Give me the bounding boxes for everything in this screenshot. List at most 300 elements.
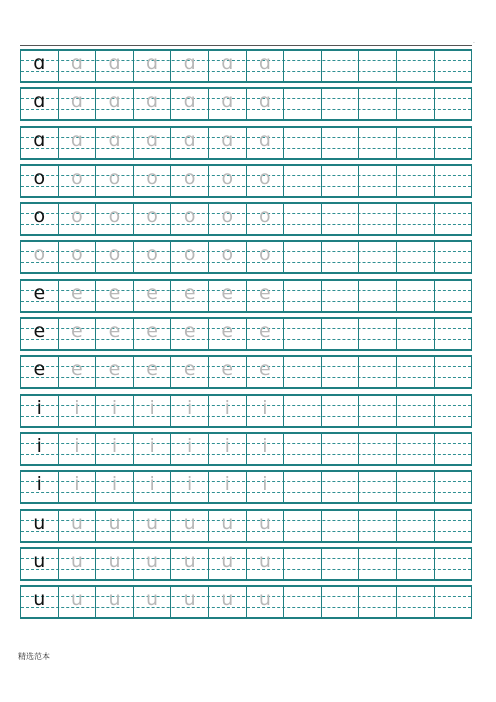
trace-letter: ɑ <box>183 128 196 151</box>
model-letter: u <box>33 549 46 572</box>
trace-letter: e <box>71 320 83 343</box>
trace-cell <box>209 319 247 349</box>
trace-letter: ɑ <box>258 52 271 74</box>
blank-practice-cell <box>322 51 360 81</box>
trace-cell <box>171 128 209 158</box>
writing-row <box>20 547 472 581</box>
trace-letter: o <box>71 205 83 228</box>
blank-practice-cell <box>397 396 435 426</box>
blank-practice-cell <box>397 357 435 387</box>
blank-practice-cell <box>359 396 397 426</box>
blank-practice-cell <box>435 242 471 272</box>
blank-practice-cell <box>397 89 435 119</box>
trace-letter: ɑ <box>221 52 234 74</box>
trace-cell <box>134 281 172 311</box>
blank-practice-cell <box>284 357 322 387</box>
model-cell <box>21 166 59 196</box>
trace-letter: o <box>108 166 121 189</box>
trace-letter: u <box>221 511 234 534</box>
blank-practice-cell <box>359 434 397 464</box>
trace-letter: i <box>262 473 268 496</box>
model-letter: i <box>36 434 42 457</box>
trace-cell <box>134 434 172 464</box>
writing-row <box>20 126 472 160</box>
blank-practice-cell <box>397 204 435 234</box>
trace-cell <box>134 51 172 81</box>
writing-row <box>20 585 472 619</box>
blank-practice-cell <box>322 396 360 426</box>
footer-text: 精选范本 <box>18 652 50 661</box>
blank-practice-cell <box>397 434 435 464</box>
blank-practice-cell <box>359 511 397 541</box>
trace-cell <box>209 472 247 502</box>
blank-practice-cell <box>435 549 471 579</box>
blank-practice-cell <box>322 204 360 234</box>
blank-practice-cell <box>397 549 435 579</box>
model-letter: e <box>33 320 46 343</box>
trace-letter: ɑ <box>70 128 83 151</box>
model-cell <box>21 396 59 426</box>
trace-letter: e <box>71 281 83 304</box>
model-letter: o <box>33 205 46 228</box>
blank-practice-cell <box>284 51 322 81</box>
trace-letter: u <box>70 588 83 611</box>
trace-letter: i <box>111 434 118 457</box>
trace-letter: o <box>71 166 83 189</box>
blank-practice-cell <box>284 396 322 426</box>
model-letter: u <box>33 588 46 611</box>
trace-cell <box>171 89 209 119</box>
trace-letter: ɑ <box>258 128 271 151</box>
trace-letter: ɑ <box>108 90 121 113</box>
trace-cell <box>134 319 172 349</box>
blank-practice-cell <box>397 587 435 617</box>
trace-cell <box>209 242 247 272</box>
blank-practice-cell <box>284 128 322 158</box>
trace-letter: o <box>183 205 196 228</box>
trace-cell <box>134 89 172 119</box>
blank-practice-cell <box>359 242 397 272</box>
trace-letter: o <box>183 243 196 266</box>
trace-letter: o <box>183 166 196 189</box>
trace-cell <box>171 511 209 541</box>
blank-practice-cell <box>435 166 471 196</box>
trace-letter: i <box>149 396 155 419</box>
blank-practice-cell <box>397 281 435 311</box>
blank-practice-cell <box>435 472 471 502</box>
trace-letter: e <box>259 320 271 343</box>
blank-practice-cell <box>435 128 471 158</box>
blank-practice-cell <box>322 434 360 464</box>
blank-practice-cell <box>359 204 397 234</box>
trace-cell <box>209 434 247 464</box>
trace-letter: e <box>146 320 158 343</box>
trace-letter: e <box>221 320 234 343</box>
trace-letter: e <box>259 358 271 381</box>
trace-letter: ɑ <box>183 90 196 113</box>
writing-row <box>20 470 472 504</box>
trace-cell <box>171 51 209 81</box>
trace-cell <box>134 128 172 158</box>
trace-letter: u <box>221 588 234 611</box>
trace-letter: u <box>70 511 83 534</box>
trace-letter: i <box>224 473 230 496</box>
model-cell <box>21 587 59 617</box>
trace-letter: u <box>258 511 271 534</box>
blank-practice-cell <box>284 434 322 464</box>
blank-practice-cell <box>435 396 471 426</box>
blank-practice-cell <box>322 472 360 502</box>
trace-cell <box>171 166 209 196</box>
trace-cell <box>171 242 209 272</box>
trace-cell <box>209 51 247 81</box>
trace-letter: o <box>221 166 234 189</box>
trace-letter: ɑ <box>221 128 234 151</box>
trace-cell <box>209 396 247 426</box>
model-cell <box>21 434 59 464</box>
trace-cell <box>209 549 247 579</box>
blank-practice-cell <box>359 319 397 349</box>
trace-cell <box>96 511 134 541</box>
blank-practice-cell <box>359 89 397 119</box>
trace-letter: i <box>262 396 268 419</box>
trace-cell <box>59 396 97 426</box>
trace-letter: o <box>259 243 271 266</box>
trace-cell <box>96 51 134 81</box>
trace-cell <box>247 204 285 234</box>
writing-row <box>20 432 472 466</box>
blank-practice-cell <box>359 51 397 81</box>
trace-letter: i <box>224 434 230 457</box>
trace-letter: ɑ <box>108 128 121 151</box>
trace-letter: i <box>74 396 80 419</box>
trace-letter: u <box>183 549 196 572</box>
trace-cell <box>247 434 285 464</box>
trace-letter: e <box>108 320 121 343</box>
trace-letter: ɑ <box>183 52 196 74</box>
trace-cell <box>59 587 97 617</box>
trace-cell <box>134 587 172 617</box>
model-cell <box>21 281 59 311</box>
blank-practice-cell <box>322 89 360 119</box>
trace-letter: ɑ <box>70 90 83 113</box>
blank-practice-cell <box>284 511 322 541</box>
trace-letter: e <box>221 281 234 304</box>
writing-row <box>20 49 472 83</box>
trace-cell <box>134 549 172 579</box>
trace-cell <box>59 51 97 81</box>
blank-practice-cell <box>435 51 471 81</box>
trace-cell <box>209 89 247 119</box>
blank-practice-cell <box>322 511 360 541</box>
trace-letter: i <box>224 396 230 419</box>
trace-cell <box>247 281 285 311</box>
trace-cell <box>59 89 97 119</box>
blank-practice-cell <box>359 587 397 617</box>
blank-practice-cell <box>397 166 435 196</box>
trace-cell <box>134 357 172 387</box>
trace-cell <box>209 166 247 196</box>
trace-letter: e <box>146 358 158 381</box>
trace-letter: u <box>70 549 83 572</box>
blank-practice-cell <box>284 89 322 119</box>
trace-letter: ɑ <box>146 128 159 151</box>
trace-letter: o <box>108 243 121 266</box>
blank-practice-cell <box>284 242 322 272</box>
trace-letter: o <box>221 205 234 228</box>
blank-practice-cell <box>397 472 435 502</box>
trace-cell <box>209 511 247 541</box>
trace-cell <box>247 51 285 81</box>
trace-cell <box>171 281 209 311</box>
trace-cell <box>171 549 209 579</box>
blank-practice-cell <box>435 587 471 617</box>
model-cell <box>21 472 59 502</box>
blank-practice-cell <box>397 128 435 158</box>
trace-cell <box>96 166 134 196</box>
writing-row <box>20 355 472 389</box>
trace-cell <box>96 204 134 234</box>
trace-cell <box>96 242 134 272</box>
blank-practice-cell <box>435 357 471 387</box>
trace-cell <box>171 204 209 234</box>
trace-cell <box>209 281 247 311</box>
trace-cell <box>134 166 172 196</box>
trace-letter: u <box>146 588 159 611</box>
trace-cell <box>247 319 285 349</box>
trace-cell <box>59 128 97 158</box>
trace-cell <box>247 128 285 158</box>
blank-practice-cell <box>322 357 360 387</box>
blank-practice-cell <box>397 51 435 81</box>
model-letter: o <box>33 166 46 189</box>
trace-cell <box>171 472 209 502</box>
model-cell <box>21 204 59 234</box>
trace-cell <box>96 319 134 349</box>
trace-letter: o <box>146 205 158 228</box>
trace-cell <box>247 357 285 387</box>
trace-cell <box>96 281 134 311</box>
trace-letter: o <box>108 205 121 228</box>
model-cell <box>21 242 59 272</box>
trace-cell <box>59 472 97 502</box>
model-letter: o <box>33 243 46 266</box>
trace-cell <box>209 204 247 234</box>
model-cell <box>21 357 59 387</box>
trace-letter: i <box>187 473 193 496</box>
writing-row <box>20 279 472 313</box>
trace-letter: i <box>74 473 80 496</box>
trace-letter: i <box>187 434 193 457</box>
trace-letter: e <box>183 320 196 343</box>
trace-letter: i <box>111 473 118 496</box>
writing-row <box>20 394 472 428</box>
trace-cell <box>134 396 172 426</box>
trace-letter: o <box>259 166 271 189</box>
trace-letter: ɑ <box>146 52 159 74</box>
trace-letter: u <box>146 511 159 534</box>
trace-cell <box>96 357 134 387</box>
corner-mark: . <box>473 38 475 45</box>
trace-cell <box>247 587 285 617</box>
trace-cell <box>96 587 134 617</box>
blank-practice-cell <box>397 242 435 272</box>
trace-cell <box>171 319 209 349</box>
blank-practice-cell <box>435 204 471 234</box>
trace-cell <box>209 587 247 617</box>
trace-letter: e <box>71 358 83 381</box>
model-cell <box>21 511 59 541</box>
trace-cell <box>134 242 172 272</box>
trace-letter: i <box>149 473 155 496</box>
model-cell <box>21 319 59 349</box>
trace-letter: i <box>111 396 118 419</box>
trace-letter: o <box>221 243 234 266</box>
trace-letter: e <box>146 281 158 304</box>
blank-practice-cell <box>284 204 322 234</box>
trace-letter: u <box>183 588 196 611</box>
blank-practice-cell <box>322 166 360 196</box>
blank-practice-cell <box>435 319 471 349</box>
trace-letter: o <box>146 243 158 266</box>
trace-cell <box>96 89 134 119</box>
blank-practice-cell <box>322 128 360 158</box>
blank-practice-cell <box>359 128 397 158</box>
blank-practice-cell <box>284 472 322 502</box>
blank-practice-cell <box>397 319 435 349</box>
trace-cell <box>59 511 97 541</box>
blank-practice-cell <box>359 166 397 196</box>
trace-letter: u <box>108 511 121 534</box>
trace-letter: ɑ <box>146 90 159 113</box>
model-letter: e <box>33 358 46 381</box>
blank-practice-cell <box>322 549 360 579</box>
trace-letter: i <box>149 434 155 457</box>
trace-cell <box>96 128 134 158</box>
blank-practice-cell <box>284 319 322 349</box>
writing-row <box>20 164 472 198</box>
trace-cell <box>134 472 172 502</box>
trace-cell <box>171 434 209 464</box>
trace-cell <box>96 434 134 464</box>
trace-cell <box>59 357 97 387</box>
trace-cell <box>247 89 285 119</box>
trace-cell <box>59 434 97 464</box>
model-cell <box>21 128 59 158</box>
trace-letter: ɑ <box>221 90 234 113</box>
trace-cell <box>59 549 97 579</box>
blank-practice-cell <box>284 587 322 617</box>
blank-practice-cell <box>359 357 397 387</box>
trace-cell <box>171 357 209 387</box>
blank-practice-cell <box>322 242 360 272</box>
trace-cell <box>247 166 285 196</box>
trace-cell <box>171 396 209 426</box>
model-letter: u <box>33 511 46 534</box>
trace-cell <box>96 396 134 426</box>
model-letter: ɑ <box>33 90 46 113</box>
trace-cell <box>171 587 209 617</box>
trace-letter: i <box>74 434 80 457</box>
model-cell <box>21 89 59 119</box>
trace-cell <box>134 204 172 234</box>
trace-cell <box>134 511 172 541</box>
trace-letter: u <box>146 549 159 572</box>
trace-letter: o <box>259 205 271 228</box>
model-cell <box>21 549 59 579</box>
trace-letter: e <box>259 281 271 304</box>
writing-row <box>20 87 472 121</box>
trace-letter: u <box>108 549 121 572</box>
model-letter: ɑ <box>33 128 46 151</box>
handwriting-grid <box>20 49 472 623</box>
blank-practice-cell <box>435 89 471 119</box>
trace-cell <box>96 549 134 579</box>
trace-letter: u <box>221 549 234 572</box>
trace-cell <box>59 319 97 349</box>
trace-cell <box>59 242 97 272</box>
trace-letter: e <box>108 358 121 381</box>
trace-letter: e <box>108 281 121 304</box>
trace-cell <box>247 396 285 426</box>
model-cell <box>21 51 59 81</box>
trace-letter: u <box>108 588 121 611</box>
trace-cell <box>59 204 97 234</box>
trace-letter: e <box>183 358 196 381</box>
writing-row <box>20 509 472 543</box>
trace-cell <box>96 472 134 502</box>
blank-practice-cell <box>284 166 322 196</box>
blank-practice-cell <box>435 434 471 464</box>
trace-letter: o <box>71 243 83 266</box>
top-rule <box>20 45 472 46</box>
blank-practice-cell <box>435 511 471 541</box>
trace-letter: o <box>146 166 158 189</box>
trace-letter: u <box>258 549 271 572</box>
blank-practice-cell <box>359 472 397 502</box>
blank-practice-cell <box>359 549 397 579</box>
writing-row <box>20 202 472 236</box>
model-letter: i <box>36 396 42 419</box>
trace-cell <box>209 128 247 158</box>
trace-letter: ɑ <box>70 52 83 74</box>
blank-practice-cell <box>322 587 360 617</box>
trace-letter: ɑ <box>258 90 271 113</box>
trace-letter: e <box>221 358 234 381</box>
blank-practice-cell <box>359 281 397 311</box>
trace-letter: u <box>183 511 196 534</box>
writing-row <box>20 317 472 351</box>
trace-letter: i <box>187 396 193 419</box>
trace-cell <box>247 511 285 541</box>
writing-row <box>20 240 472 274</box>
trace-cell <box>209 357 247 387</box>
blank-practice-cell <box>397 511 435 541</box>
trace-letter: i <box>262 434 268 457</box>
trace-letter: ɑ <box>108 52 121 74</box>
blank-practice-cell <box>322 281 360 311</box>
blank-practice-cell <box>284 281 322 311</box>
trace-letter: e <box>183 281 196 304</box>
trace-cell <box>247 242 285 272</box>
model-letter: i <box>36 473 42 496</box>
blank-practice-cell <box>322 319 360 349</box>
trace-letter: u <box>258 588 271 611</box>
model-letter: e <box>33 281 46 304</box>
trace-cell <box>59 281 97 311</box>
model-letter: ɑ <box>33 52 46 74</box>
trace-cell <box>247 472 285 502</box>
